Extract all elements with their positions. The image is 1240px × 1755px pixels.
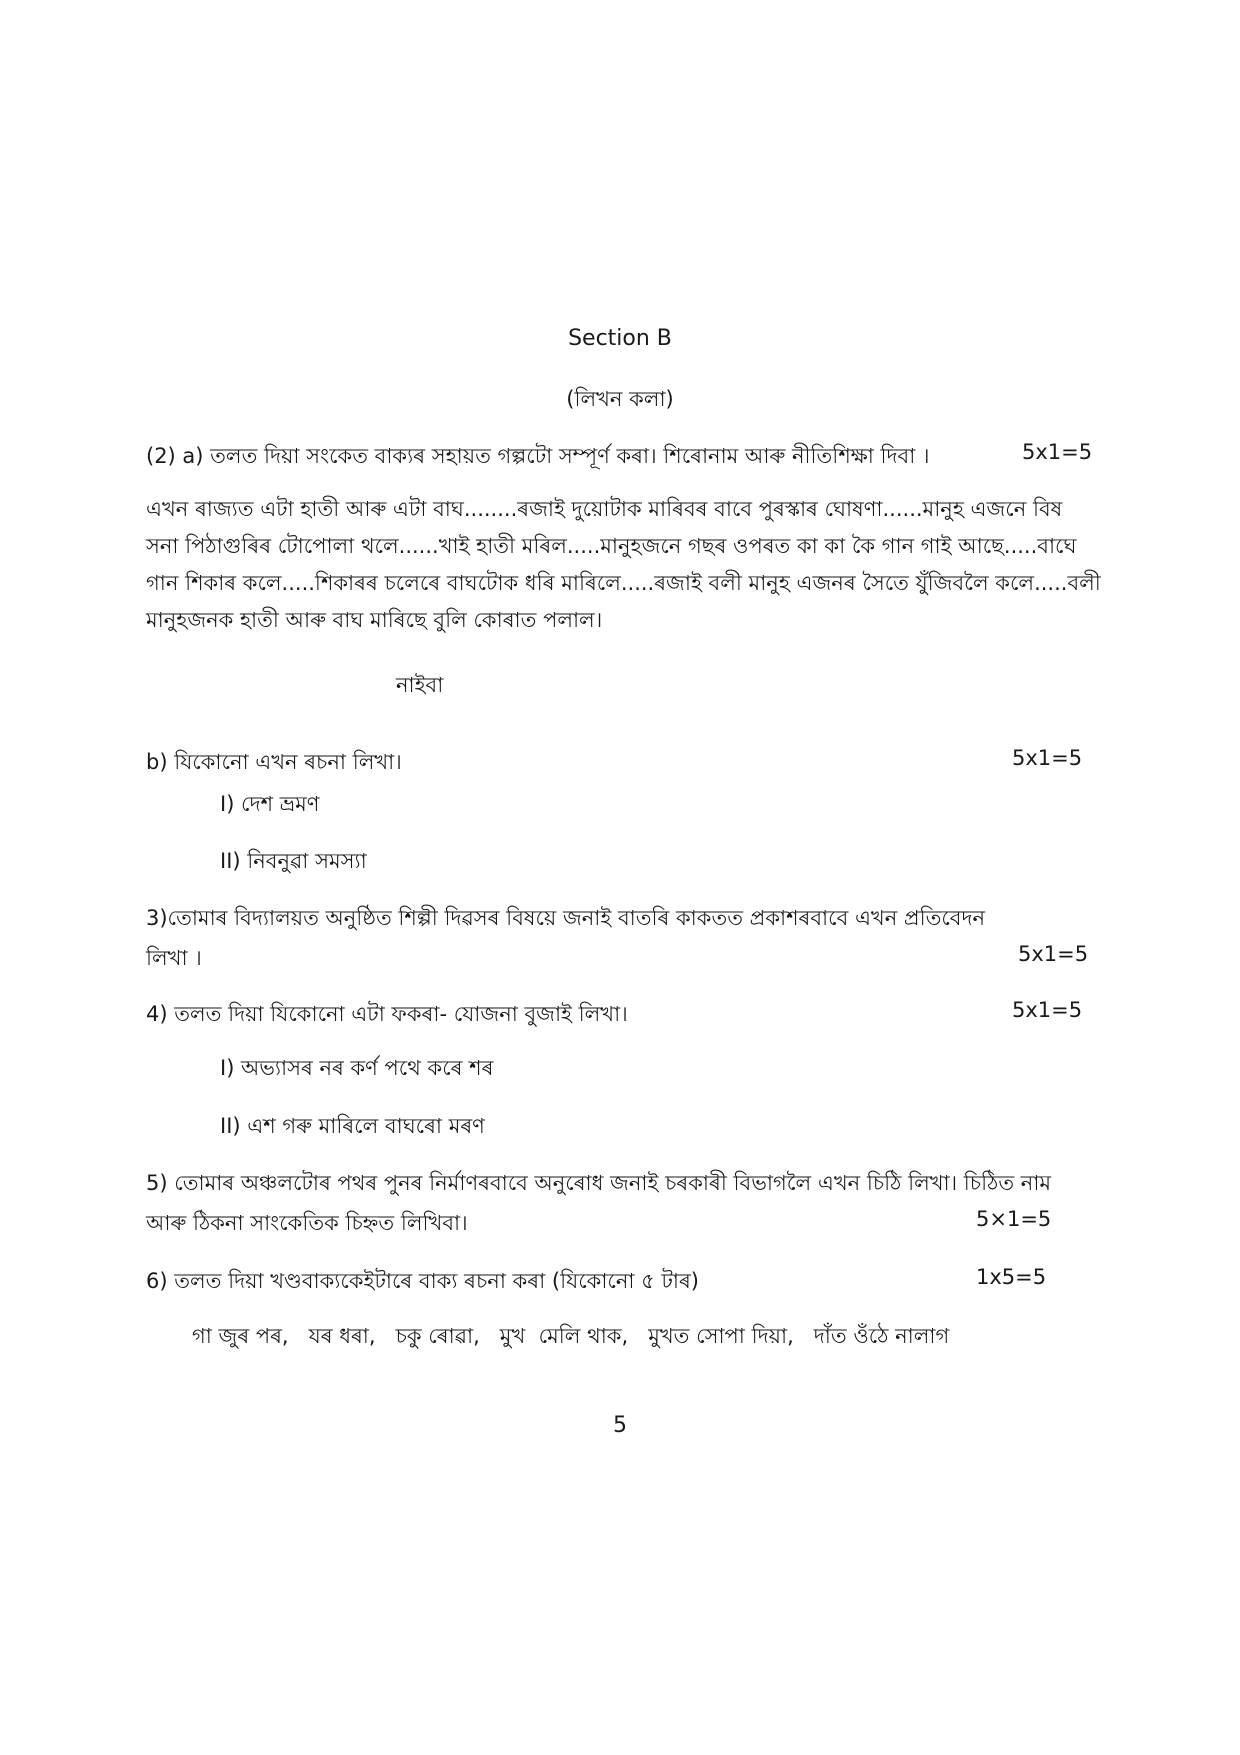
clue-line: এখন ৰাজ্যত এটা হাতী আৰু এটা বাঘ........ৰজাই দুয়োটাক মাৰিবৰ বাবে পুৰস্কাৰ ঘোষণা......মানুহ এজনে বিষ (146, 497, 1063, 521)
q2b-marks: 5x1=5 (1012, 746, 1083, 770)
q4-marks: 5x1=5 (1012, 998, 1083, 1022)
section-subtitle: (লিখন কলা) (566, 387, 674, 411)
q5-question-line1: 5) তোমাৰ অঞ্চলটোৰ পথৰ পুনৰ নিৰ্মাণৰবাবে অনুৰোধ জনাই চৰকাৰী বিভাগলৈ এখন চিঠি লিখা। চিঠিত নাম (146, 1171, 1052, 1195)
q6-phrases: গা জুৰ পৰ, যৰ ধৰা, চকু ৰোৱা, মুখ মেলি থাক, মুখত সোপা দিয়া, দাঁত ওঁঠে নালাগ (192, 1324, 950, 1348)
q5-marks: 5×1=5 (976, 1207, 1052, 1231)
q6-marks: 1x5=5 (976, 1265, 1047, 1289)
q2b-option-2: II) নিবনুৱা সমস্যা (220, 849, 367, 873)
q2b-option-1: I) দেশ ভ্ৰমণ (220, 792, 320, 816)
q2a-clues (146, 491, 1101, 639)
section-title: Section B (568, 326, 672, 351)
clue-line: মানুহজনক হাতী আৰু বাঘ মাৰিছে বুলি কোৰাত পলাল। (146, 608, 603, 632)
q4-question: 4) তলত দিয়া যিকোনো এটা ফকৰা- যোজনা বুজাই লিখা। (146, 1002, 628, 1026)
q4-option-1: I) অভ্যাসৰ নৰ কৰ্ণ পথে কৰে শৰ (220, 1056, 494, 1080)
q3-marks: 5x1=5 (1018, 942, 1089, 966)
q3-question-line2: লিখা । (146, 946, 202, 970)
clue-line: গান শিকাৰ কলে.....শিকাৰৰ চলেৰে বাঘটোক ধৰি মাৰিলে.....ৰজাই বলী মানুহ এজনৰ সৈতে যুঁজিবলৈ কলে.....বলী (146, 571, 1101, 595)
q5-question-line2: আৰু ঠিকনা সাংকেতিক চিহ্নত লিখিবা। (146, 1211, 468, 1235)
clue-line: সনা পিঠাগুৰিৰ টোপোলা থলে......খাই হাতী মৰিল.....মানুহজনে গছৰ ওপৰত কা কা কৈ গান গাই আছে.....বাঘে (146, 534, 1077, 558)
q2a-question: (2) a) তলত দিয়া সংকেত বাক্যৰ সহায়ত গল্পটো সম্পূৰ্ণ কৰা। শিৰোনাম আৰু নীতিশিক্ষা দিবা । (146, 444, 930, 468)
q2a-alternative: নাইবা (396, 673, 444, 697)
q3-question-line1: 3)তোমাৰ বিদ্যালয়ত অনুষ্ঠিত শিল্পী দিৱসৰ বিষয়ে জনাই বাতৰি কাকতত প্ৰকাশৰবাবে এখন প্ৰতিবেদন (146, 906, 986, 930)
q2a-marks: 5x1=5 (1022, 440, 1093, 464)
page-number: 5 (613, 1413, 627, 1438)
q2b-question: b) যিকোনো এখন ৰচনা লিখা। (146, 750, 402, 774)
q6-question: 6) তলত দিয়া খণ্ডবাক্যকেইটাৰে বাক্য ৰচনা কৰা (যিকোনো ৫ টাৰ) (146, 1269, 699, 1293)
q4-option-2: II) এশ গৰু মাৰিলে বাঘৰো মৰণ (220, 1114, 485, 1138)
